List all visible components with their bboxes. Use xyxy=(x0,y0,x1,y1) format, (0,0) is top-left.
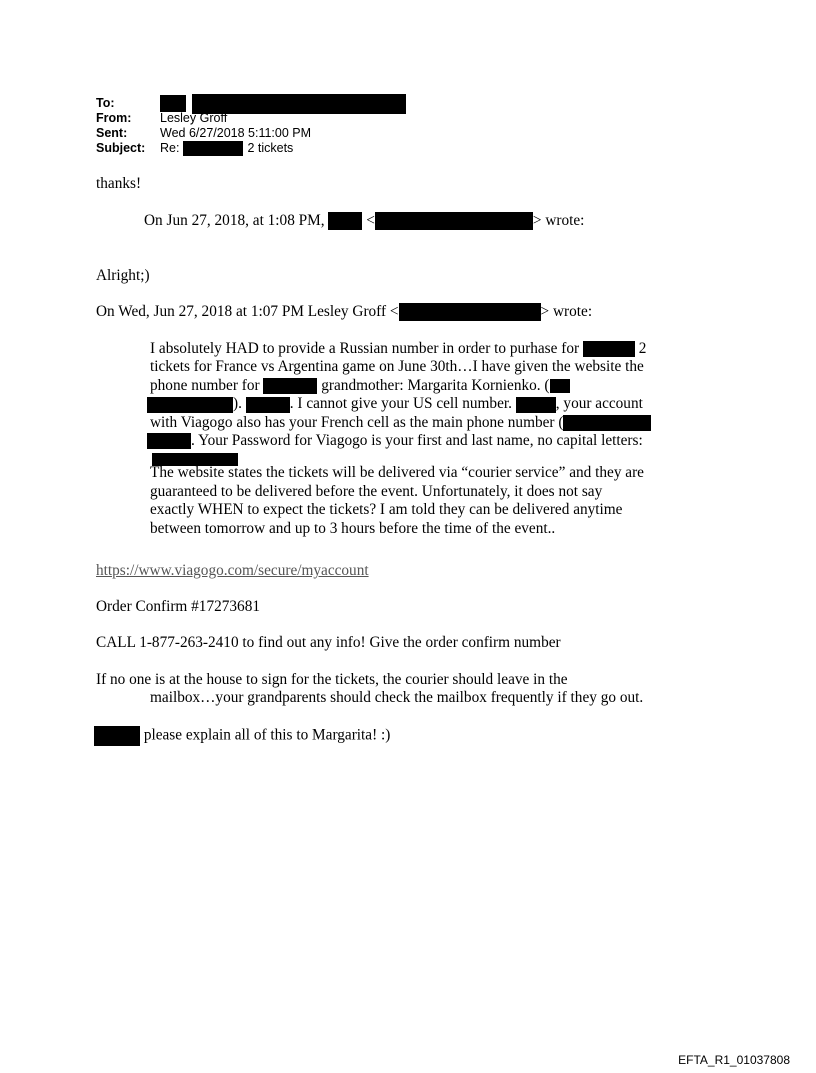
explain-line xyxy=(94,726,390,746)
redaction-block xyxy=(399,303,541,321)
quote-intro-b: > wrote: xyxy=(540,303,593,320)
redaction-block xyxy=(94,726,140,746)
redaction-block xyxy=(263,378,317,394)
sent-value: Wed 6/27/2018 5:11:00 PM xyxy=(160,126,312,140)
courier-text-line2: mailbox…your grandparents should check the mailbox frequently if they go out. xyxy=(150,689,644,706)
alright-text: Alright;) xyxy=(96,267,150,284)
quote-text: ). xyxy=(233,395,242,413)
quote-line xyxy=(150,414,670,432)
explain-text: please explain all of this to Margarita! :) xyxy=(143,726,391,744)
sent-label: Sent: xyxy=(96,126,128,140)
redaction-block xyxy=(516,397,556,413)
document-id: EFTA_R1_01037808 xyxy=(678,1053,790,1067)
quote-line: guaranteed to be delivered before the event. Unfortunately, it does not say xyxy=(150,482,603,500)
email-header xyxy=(96,96,406,156)
redaction-block xyxy=(550,379,570,393)
redaction-block xyxy=(375,212,533,230)
subject-suffix: 2 tickets xyxy=(247,141,294,155)
quote-line: between tomorrow and up to 3 hours before the time of the event.. xyxy=(150,519,556,537)
quote-text: . I cannot give your US cell number. xyxy=(289,395,512,413)
redaction-block xyxy=(147,433,191,449)
subject-label: Subject: xyxy=(96,141,146,155)
quote-text: 2 xyxy=(638,340,647,357)
redaction-block xyxy=(563,415,651,431)
quote-line: tickets for France vs Argentina game on June 30th…I have given the website the xyxy=(150,358,644,376)
redaction-block xyxy=(160,95,186,112)
quote-intro-a: On Wed, Jun 27, 2018 at 1:07 PM Lesley Groff < xyxy=(96,303,399,320)
quote-line xyxy=(150,395,670,413)
quote-line: The website states the tickets will be delivered via “courier service” and they are xyxy=(150,464,644,482)
quote-text: grandmother: Margarita Kornienko. ( xyxy=(321,376,550,394)
quote-line: exactly WHEN to expect the tickets? I am told they can be delivered anytime xyxy=(150,501,623,519)
from-value: Lesley Groff xyxy=(160,111,228,125)
subject-prefix: Re: xyxy=(160,141,180,155)
quote-text: with Viagogo also has your French cell as the main phone number ( xyxy=(150,413,564,431)
redaction-block xyxy=(246,397,290,413)
sent-row xyxy=(96,126,406,141)
from-label: From: xyxy=(96,111,132,125)
quote-line xyxy=(150,432,670,450)
quote-text: , your account xyxy=(555,395,643,413)
reply-intro-a: On Jun 27, 2018, at 1:08 PM, xyxy=(144,212,325,229)
quote-line xyxy=(150,450,670,464)
quote-intro xyxy=(96,303,592,321)
quoted-message xyxy=(150,340,670,538)
redaction-block xyxy=(183,141,243,156)
to-label: To: xyxy=(96,96,115,110)
quote-text: . Your Password for Viagogo is your first and last name, no capital letters: xyxy=(191,431,643,449)
order-confirm-text: Order Confirm #17273681 xyxy=(96,598,260,615)
courier-text-line1: If no one is at the house to sign for the tickets, the courier should leave in the xyxy=(96,671,568,688)
quote-line xyxy=(150,340,670,358)
quote-text: phone number for xyxy=(150,376,260,394)
reply-intro-lt: < xyxy=(366,212,375,229)
reply-intro-b: > wrote: xyxy=(532,212,585,229)
to-row xyxy=(96,96,406,111)
subject-row xyxy=(96,141,406,156)
reply-intro xyxy=(144,212,584,230)
redaction-block xyxy=(583,341,635,357)
call-text: CALL 1-877-263-2410 to find out any info! Give the order confirm number xyxy=(96,634,561,651)
quote-text: I absolutely HAD to provide a Russian number in order to purhase for xyxy=(150,340,580,357)
redaction-block xyxy=(147,397,233,413)
quote-line xyxy=(150,377,670,395)
viagogo-account-link[interactable]: https://www.viagogo.com/secure/myaccount xyxy=(96,562,369,579)
redaction-block xyxy=(328,212,362,230)
thanks-text: thanks! xyxy=(96,175,142,192)
